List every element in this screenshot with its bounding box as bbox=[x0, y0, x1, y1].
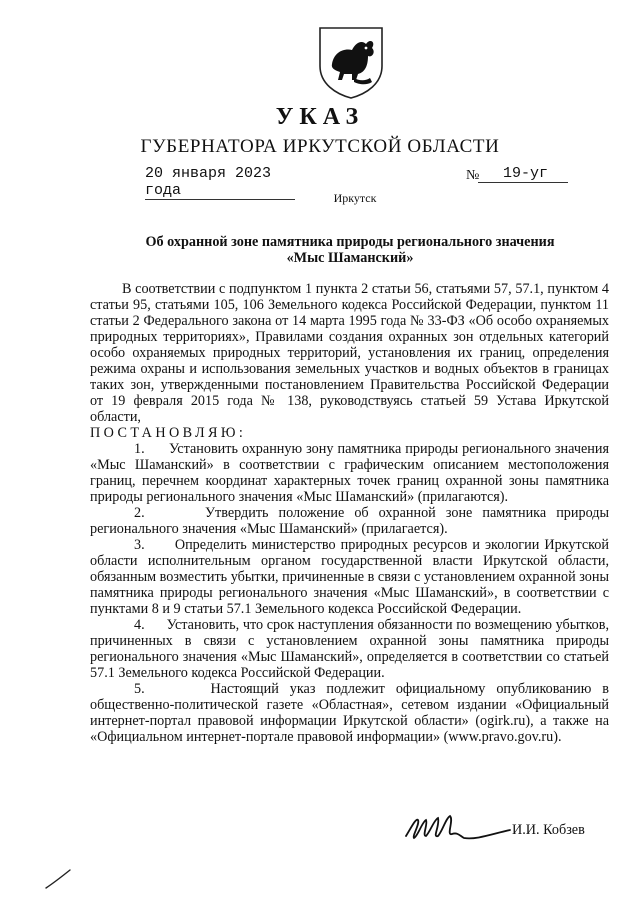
clause-2: 2. Утвердить положение об охранной зоне памятника природы регионального значения «Мыс Шаманский» (прилагается). bbox=[90, 505, 609, 537]
clause-5: 5. Настоящий указ подлежит официальному опубликованию в общественно-политической газете «Областная», сетевом издании «Официальный интернет-портал правовой информации Иркутской области» (ogirk.ru), а также на «Официальном интернет-портале правовой информации» (www.pravo.gov.ru). bbox=[90, 681, 609, 745]
document-body bbox=[90, 281, 609, 745]
number-sign: № bbox=[466, 168, 480, 183]
signer-name: И.И. Кобзев bbox=[512, 822, 585, 838]
handwritten-signature-icon bbox=[402, 806, 512, 856]
clause-3: 3. Определить министерство природных ресурсов и экологии Иркутской области исполнительным органом государственной власти Иркутской области, обязанным возместить убытки, причиненные в связи с установлением охранной зоны памятника природы регионального значения «Мыс Шаманский», в соответствии с пунктами 8 и 9 статьи 57.1 Земельного кодекса Российской Федерации. bbox=[90, 537, 609, 617]
city-name: Иркутск bbox=[333, 191, 377, 205]
coat-of-arms-icon bbox=[314, 22, 388, 100]
issuer-subtitle: ГУБЕРНАТОРА ИРКУТСКОЙ ОБЛАСТИ bbox=[140, 136, 500, 157]
document-heading-line-1: Об охранной зоне памятника природы регионального значения bbox=[145, 234, 555, 250]
document-type-title: УКАЗ bbox=[275, 104, 365, 130]
clause-1: 1. Установить охранную зону памятника природы регионального значения «Мыс Шаманский» в соответствии с графическим описанием местоположения границ, перечнем координат характерных точек границ охранной зоны памятника природы регионального значения «Мыс Шаманский» (прилагаются). bbox=[90, 441, 609, 505]
document-date: 20 января 2023 года bbox=[145, 165, 295, 200]
document-number: 19-уг bbox=[478, 165, 568, 183]
handwritten-mark-icon bbox=[44, 868, 72, 890]
document-heading bbox=[90, 234, 610, 266]
decree-word: ПОСТАНОВЛЯЮ: bbox=[90, 425, 247, 441]
document-heading-line-2: «Мыс Шаманский» bbox=[286, 250, 414, 266]
preamble-paragraph: В соответствии с подпунктом 1 пункта 2 статьи 56, статьями 57, 57.1, пунктом 4 статьи 95, статьями 105, 106 Земельного кодекса Российской Федерации, пунктом 11 статьи 2 Федерального закона от 14 марта 1995 года № 33-ФЗ «Об особо охраняемых природных территориях», Правилами создания охранных зон отдельных категорий особо охраняемых природных территорий, установления их границ, определения режима охраны и использования земельных участков и водных объектов в границах таких зон, утвержденными постановлением Правительства Российской Федерации от 19 февраля 2015 года № 138, руководствуясь статьей 59 Устава Иркутской области, bbox=[90, 281, 609, 425]
clause-4: 4. Установить, что срок наступления обязанности по возмещению убытков, причиненных в связи с установлением охранной зоны памятника природы регионального значения «Мыс Шаманский», определяется в соответствии со статьей 57.1 Земельного кодекса Российской Федерации. bbox=[90, 617, 609, 681]
